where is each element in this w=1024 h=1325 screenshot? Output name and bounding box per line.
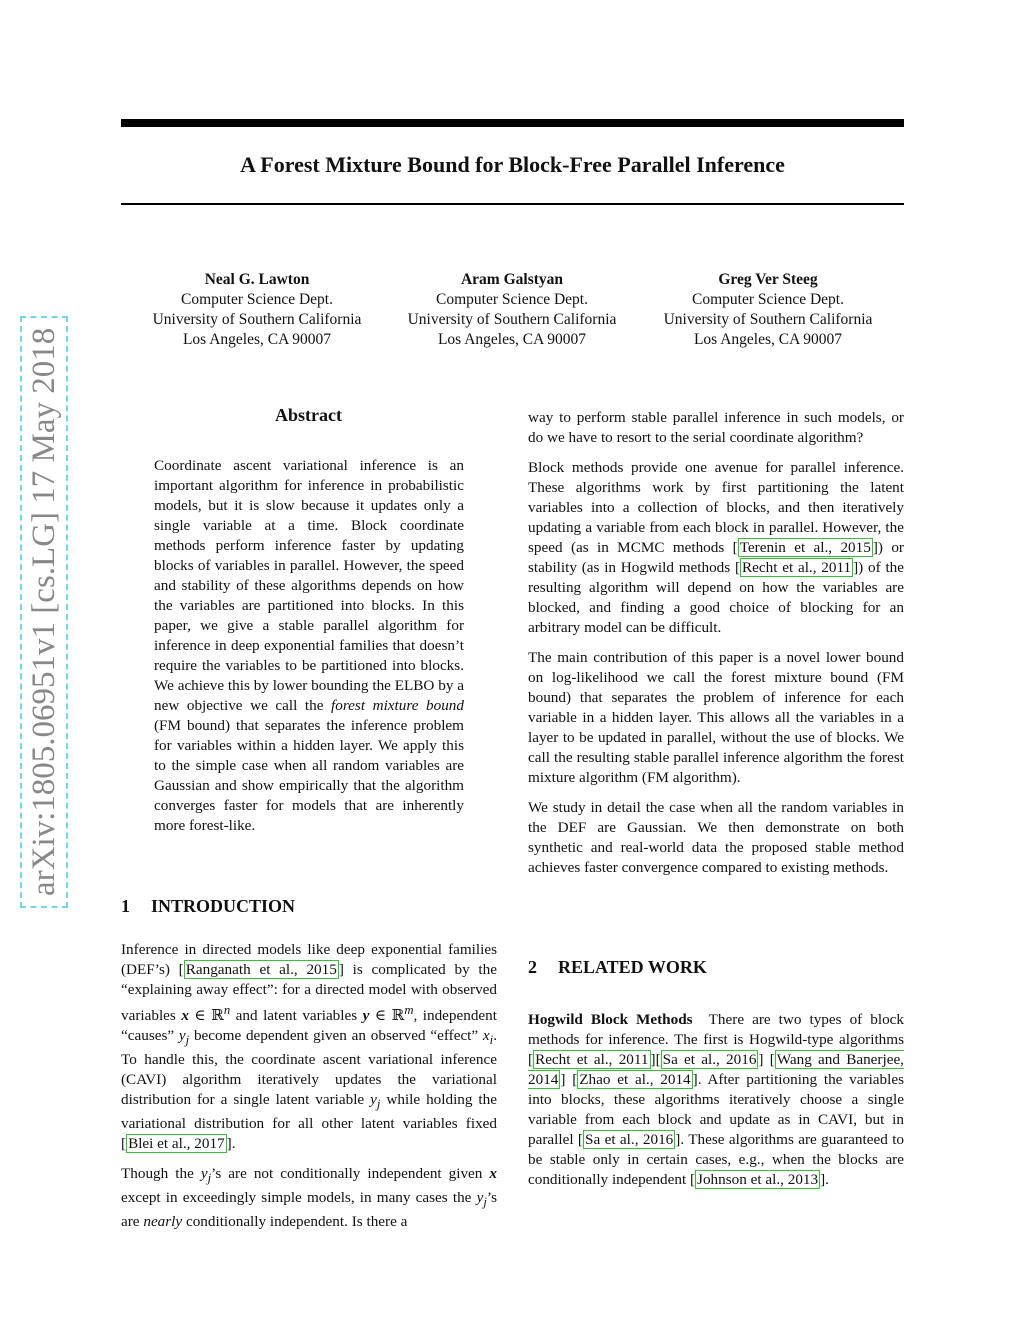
section-title: INTRODUCTION	[151, 896, 296, 916]
arxiv-id: arXiv:1805.06951v1 [cs.LG] 17 May 2018	[20, 316, 68, 908]
right-paragraph-1: Block methods provide one avenue for parallel inference. These algorithms work by first partitioning the latent variables into a collection of blocks, and then iteratively updating a variable from each block in parallel. However, the speed (as in MCMC methods [ Terenin et al., 2015 ]) or stability (as in Hogwild methods [ Recht et al., 2011 ]) of the resulting algorithm will depend on how the variables are blocked, and finding a good choice of blocking for an arbitrary model can be difficult.	[528, 459, 904, 636]
citation-link[interactable]: Recht et al., 2011	[742, 559, 852, 576]
intro-paragraph-1: Inference in directed models like deep exponential families (DEF’s) [ Ranganath et al., 2015 ] is complicated by the “explaining away effect”: for a directed model with observed variables x ∈ ℝ$^n$ and latent variables y ∈ ℝ$^m$, independent “causes” $y_j$ become dependent given an observed “effect” $x_i$. To handle this, the coordinate ascent variational inference (CAVI) algorithm iteratively updates the variational distribution for a single latent variable $y_j$ while holding the variational distribution for all other latent variables fixed [ Blei et al., 2017 ].	[121, 941, 497, 1153]
citation-link[interactable]: Terenin et al., 2015	[739, 539, 871, 556]
intro-paragraph-2: Though the $y_j’s$ are not conditionally independent given x except in exceedingly simple models, in many cases the $y_j’s$ are nearly conditionally independent. Is there a	[121, 1165, 497, 1231]
author-name: Neal G. Lawton	[204, 271, 310, 288]
run-in-heading: Hogwild Block Methods	[528, 1011, 693, 1028]
author-name: Aram Galstyan	[460, 271, 564, 288]
section-number: 1	[121, 896, 130, 916]
citation-link[interactable]: Blei et al., 2017	[128, 1135, 225, 1153]
author-name: Greg Ver Steeg	[718, 271, 818, 288]
right-paragraph-3: We study in detail the case when all the random variables in the DEF are Gaussian. We then demonstrate on both synthetic and real-world data the proposed stable method achieves faster convergence compared to existing methods.	[528, 799, 904, 876]
author-block-2	[392, 270, 632, 350]
citation-link[interactable]: Ranganath et al., 2015	[185, 961, 337, 978]
section-number: 2	[528, 957, 537, 977]
related-work-body	[528, 1010, 904, 1200]
author-dept: Computer Science Dept.	[181, 291, 333, 308]
section-heading-related-work	[528, 957, 707, 978]
title-rule-top	[121, 119, 904, 127]
author-location: Los Angeles, CA 90007	[437, 331, 587, 348]
author-block-3	[648, 270, 888, 350]
citation-link[interactable]: Recht et al., 2011	[535, 1051, 649, 1068]
right-column-body	[528, 408, 904, 888]
citation-link[interactable]: Wang and Banerjee, 2014	[528, 1051, 904, 1088]
author-location: Los Angeles, CA 90007	[693, 331, 843, 348]
citation-link[interactable]: Sa et al., 2016	[662, 1051, 757, 1068]
citation-link[interactable]: Johnson et al., 2013	[697, 1171, 819, 1188]
right-paragraph-0: way to perform stable parallel inference in such models, or do we have to resort to the serial coordinate algorithm?	[528, 409, 904, 446]
author-affiliation: University of Southern California	[663, 311, 873, 328]
citation-link[interactable]: Sa et al., 2016	[585, 1131, 674, 1148]
author-affiliation: University of Southern California	[152, 311, 362, 328]
author-location: Los Angeles, CA 90007	[182, 331, 332, 348]
paper-title: A Forest Mixture Bound for Block-Free Parallel Inference	[240, 152, 785, 177]
author-affiliation: University of Southern California	[407, 311, 617, 328]
related-paragraph: Hogwild Block Methods There are two types of block methods for inference. The first is Hogwild-type algorithms [ Recht et al., 2011 ][ Sa et al., 2016 ] [ Wang and Banerjee, 2014 ] [ Zhao et al., 2014 ]. After partitioning the variables into blocks, these algorithms iteratively choose a single variable from each block and update as in CAVI, but in parallel [ Sa et al., 2016 ]. These algorithms are guaranteed to be stable only in certain cases, e.g., when the blocks are conditionally independent [ Johnson et al., 2013 ].	[528, 1011, 905, 1188]
section-heading-introduction	[121, 896, 295, 917]
title-rule-bottom	[121, 203, 904, 205]
author-dept: Computer Science Dept.	[692, 291, 844, 308]
left-column-body	[121, 940, 497, 1242]
author-dept: Computer Science Dept.	[436, 291, 588, 308]
section-title: RELATED WORK	[558, 957, 707, 977]
author-block-1	[137, 270, 377, 350]
abstract-text: Coordinate ascent variational inference is an important algorithm for inference in probabilistic models, but it is slow because it updates only a single variable at a time. Block coordinate methods perform inference faster by updating blocks of variables in parallel. However, the speed and stability of these algorithms depends on how the variables are partitioned into blocks. In this paper, we give a stable parallel algorithm for inference in deep exponential families that doesn’t require the variables to be partitioned into blocks. We achieve this by lower bounding the ELBO by a new objective we call the forest mixture bound (FM bound) that separates the inference problem for variables within a hidden layer. We apply this to the simple case when all random variables are Gaussian and show empirically that the algorithm converges faster for models that are inherently more forest-like.	[154, 457, 464, 834]
citation-link[interactable]: Zhao et al., 2014	[579, 1071, 691, 1088]
right-paragraph-2: The main contribution of this paper is a novel lower bound on log-likelihood we call the forest mixture bound (FM bound) that separates the problem of inference for each variable in a hidden layer. This allows all the variables in a layer to be updated in parallel, without the use of blocks. We call the resulting stable parallel inference algorithm the forest mixture algorithm (FM algorithm).	[528, 649, 904, 786]
abstract-heading: Abstract	[275, 405, 342, 425]
